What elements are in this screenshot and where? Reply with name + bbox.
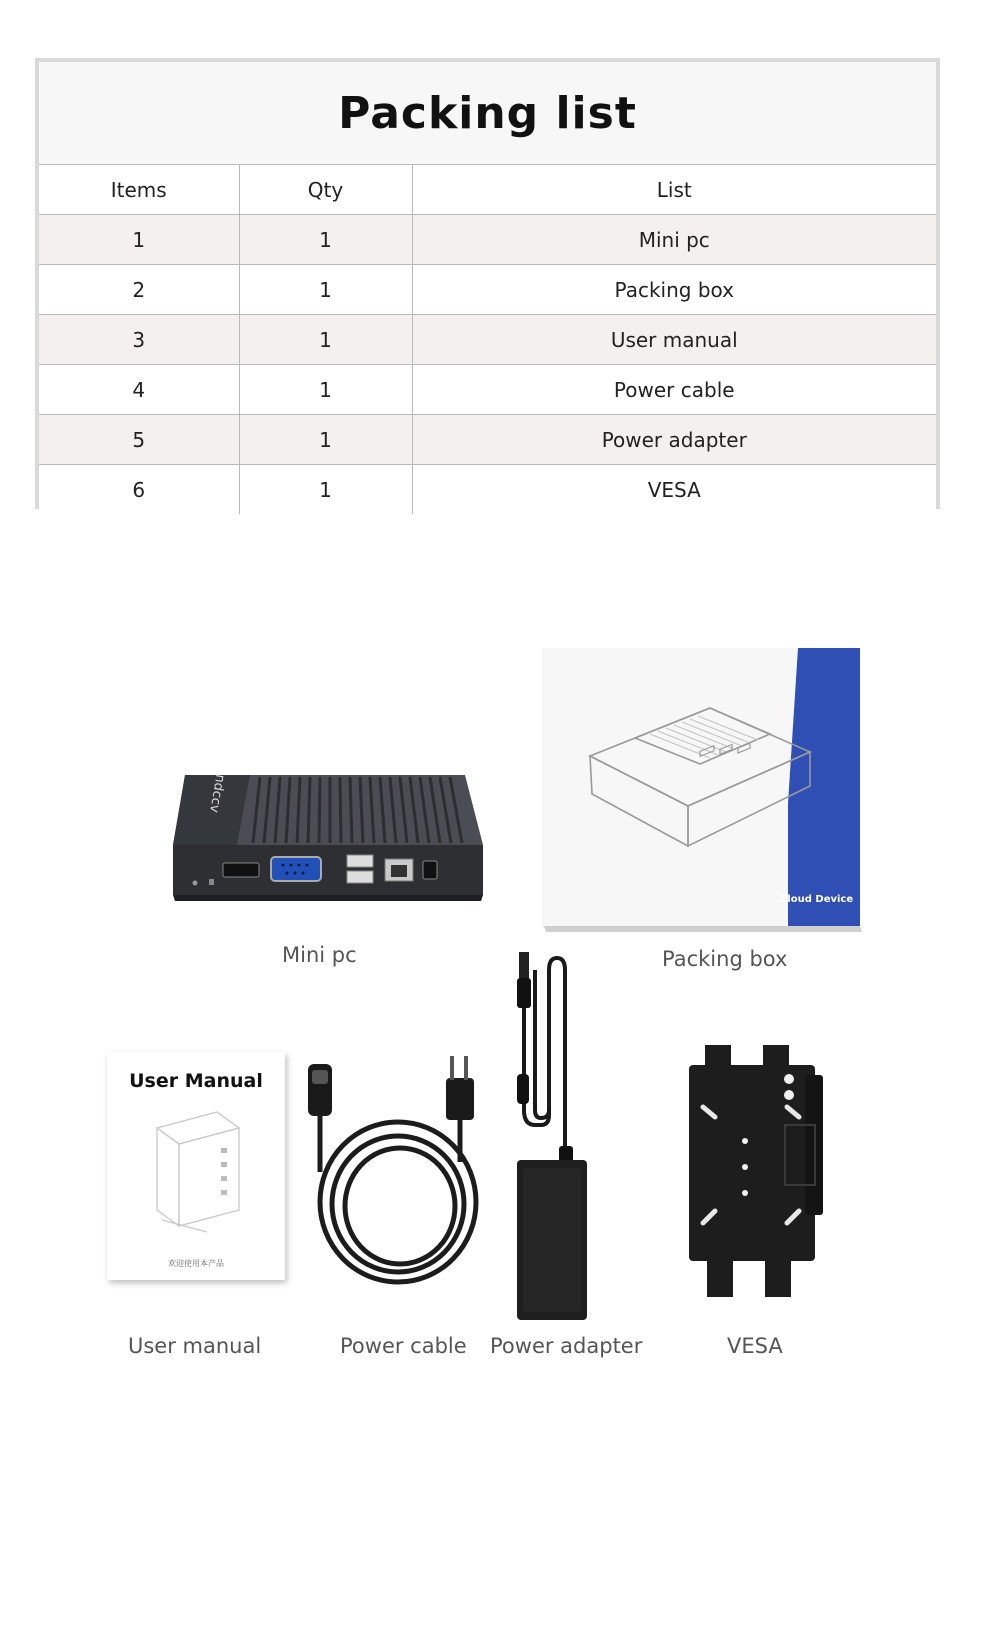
vesa-bracket-image <box>685 1045 830 1300</box>
table-row <box>39 465 936 515</box>
mini-pc-image <box>165 765 495 915</box>
cell-qty: 1 <box>239 265 412 315</box>
table-header-row <box>39 165 936 215</box>
user-manual-image <box>107 1052 285 1280</box>
power-cable-image <box>300 1052 485 1292</box>
packing-box-image <box>540 646 865 936</box>
cell-item: 1 <box>39 215 239 265</box>
column-header-items: Items <box>39 165 239 215</box>
user-manual-cover-title: User Manual <box>129 1070 263 1092</box>
cell-item: 5 <box>39 415 239 465</box>
table-row <box>39 415 936 465</box>
cell-list: Power adapter <box>412 415 936 465</box>
user-manual-sketch <box>147 1108 247 1238</box>
cell-qty: 1 <box>239 465 412 515</box>
packing-box-caption: Packing box <box>662 947 788 971</box>
cell-list: User manual <box>412 315 936 365</box>
cell-qty: 1 <box>239 365 412 415</box>
mini-pc-caption: Mini pc <box>282 943 357 967</box>
table-row <box>39 215 936 265</box>
vesa-caption: VESA <box>727 1334 783 1358</box>
power-cable-caption: Power cable <box>340 1334 467 1358</box>
cell-qty: 1 <box>239 415 412 465</box>
column-header-qty: Qty <box>239 165 412 215</box>
cell-item: 2 <box>39 265 239 315</box>
cell-list: VESA <box>412 465 936 515</box>
packing-box-label: Cloud Device <box>780 894 854 905</box>
cell-item: 3 <box>39 315 239 365</box>
packing-list-title: Packing list <box>39 62 936 165</box>
table-row <box>39 265 936 315</box>
cell-list: Packing box <box>412 265 936 315</box>
column-header-list: List <box>412 165 936 215</box>
power-adapter-caption: Power adapter <box>490 1334 643 1358</box>
cell-qty: 1 <box>239 215 412 265</box>
mini-pc-logo: ʌɔɔpu <box>206 773 228 814</box>
cell-item: 6 <box>39 465 239 515</box>
user-manual-caption: User manual <box>128 1334 262 1358</box>
cell-item: 4 <box>39 365 239 415</box>
packing-list-table <box>39 165 936 514</box>
cell-qty: 1 <box>239 315 412 365</box>
cell-list: Power cable <box>412 365 936 415</box>
packing-box-accent <box>788 648 860 928</box>
user-manual-cover-footer: 欢迎使用本产品 <box>168 1259 224 1268</box>
table-row <box>39 315 936 365</box>
cell-list: Mini pc <box>412 215 936 265</box>
packing-list-table-card <box>35 58 940 509</box>
power-adapter-image <box>505 950 600 1325</box>
table-row <box>39 365 936 415</box>
